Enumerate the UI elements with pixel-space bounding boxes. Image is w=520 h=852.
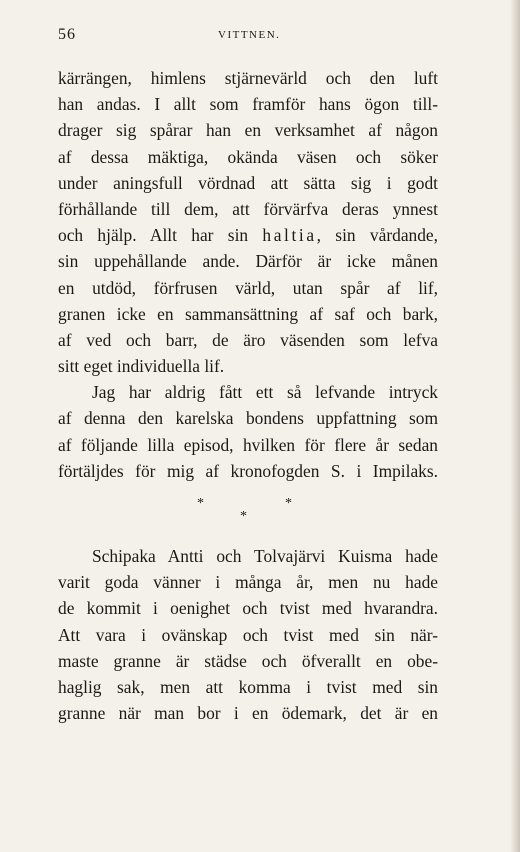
text-line: af dessa mäktiga, okända väsen och söker	[58, 146, 438, 167]
text-line: Jag har aldrig fått ett så lefvande intryck	[92, 382, 438, 403]
paragraph-3	[58, 543, 438, 726]
section-break-asterisk: *	[285, 496, 292, 511]
text-span: och hjälp. Allt har sin	[58, 225, 263, 246]
text-line: af ved och barr, de äro väsenden som lefva	[58, 329, 438, 350]
text-line: en utdöd, förfrusen värld, utan spår af lif,	[58, 277, 438, 298]
paragraph-1	[58, 65, 438, 379]
text-line: förtäljdes för mig af kronofogden S. i Impilaks.	[58, 460, 438, 481]
text-line: varit goda vänner i många år, men nu hade	[58, 572, 438, 593]
text-line: haglig sak, men att komma i tvist med sin	[58, 676, 438, 697]
emphasized-word: haltia	[262, 225, 317, 246]
text-span: , sin vårdande,	[316, 225, 438, 246]
page-header	[58, 26, 438, 46]
text-line: han andas. I allt som framför hans ögon till-	[58, 94, 438, 115]
paragraph-2	[58, 379, 438, 484]
page-edge	[510, 0, 520, 852]
text-line: sin uppehållande ande. Därför är icke månen	[58, 251, 438, 272]
text-line: drager sig spårar han en verksamhet af någon	[58, 120, 438, 141]
text-block-lower	[58, 543, 438, 726]
text-line	[58, 222, 438, 248]
text-line: af denna den karelska bondens uppfattning som	[58, 408, 438, 429]
section-break-asterisk: *	[240, 509, 247, 524]
text-block-upper	[58, 65, 438, 484]
text-line: Att vara i ovänskap och tvist med sin när-	[58, 624, 438, 645]
section-break-asterisk: *	[197, 496, 204, 511]
text-line: de kommit i oenighet och tvist med hvarandra.	[58, 598, 438, 619]
text-line: af följande lilla episod, hvilken för flere år sedan	[58, 434, 438, 455]
text-line: kärrängen, himlens stjärnevärld och den luft	[58, 68, 438, 88]
text-line: granne när man bor i en ödemark, det är en	[58, 703, 438, 724]
running-head: VITTNEN.	[218, 29, 281, 41]
text-line: förhållande till dem, att förvärfva deras ynnest	[58, 198, 438, 219]
text-line: maste granne är städse och öfverallt en obe-	[58, 650, 438, 671]
text-line: granen icke en sammansättning af saf och bark,	[58, 303, 438, 324]
text-line: sitt eget individuella lif.	[58, 356, 225, 377]
text-line: Schipaka Antti och Tolvajärvi Kuisma hade	[92, 546, 438, 566]
page-number: 56	[58, 26, 76, 43]
text-line: under aningsfull vördnad att sätta sig i godt	[58, 172, 438, 193]
